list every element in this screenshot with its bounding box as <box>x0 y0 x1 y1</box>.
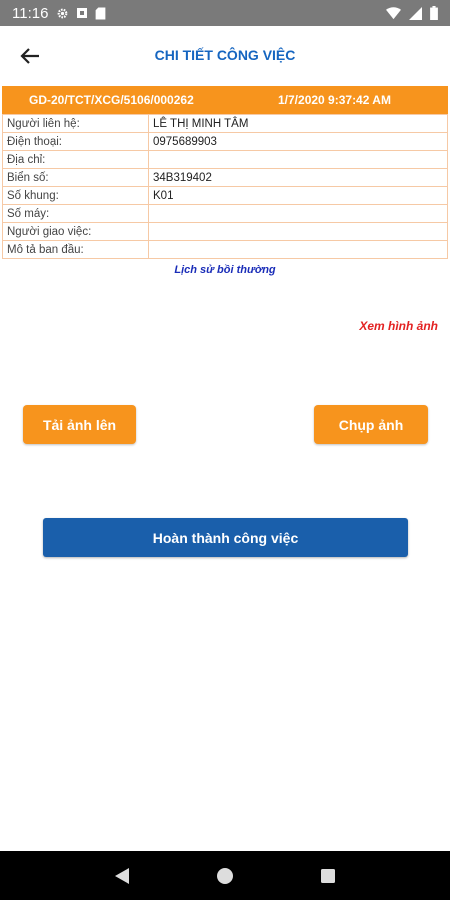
field-label: Mô tả ban đầu: <box>3 241 149 259</box>
job-datetime: 1/7/2020 9:37:42 AM <box>278 93 391 107</box>
field-value <box>149 151 448 169</box>
field-label: Người liên hệ: <box>3 115 149 133</box>
sim-card-icon <box>95 7 106 20</box>
upload-image-button[interactable]: Tải ảnh lên <box>23 405 136 444</box>
table-row <box>3 169 448 187</box>
job-header <box>2 86 448 114</box>
field-label: Điện thoại: <box>3 133 149 151</box>
field-value: K01 <box>149 187 448 205</box>
claim-history-link[interactable]: Lịch sử bồi thường <box>174 264 276 276</box>
table-row <box>3 151 448 169</box>
field-label: Người giao việc: <box>3 223 149 241</box>
nav-recents-button[interactable] <box>308 856 348 896</box>
table-row <box>3 115 448 133</box>
complete-job-button[interactable]: Hoàn thành công việc <box>43 518 408 557</box>
status-bar <box>0 0 450 26</box>
field-label: Địa chỉ: <box>3 151 149 169</box>
field-value: 34B319402 <box>149 169 448 187</box>
gear-icon <box>56 7 69 20</box>
job-details-table <box>2 114 448 259</box>
view-images-link[interactable]: Xem hình ảnh <box>359 319 438 333</box>
take-photo-button[interactable]: Chụp ảnh <box>314 405 428 444</box>
wifi-icon <box>386 7 401 20</box>
job-code: GD-20/TCT/XCG/5106/000262 <box>29 93 194 107</box>
battery-icon <box>430 6 438 20</box>
back-triangle-icon <box>114 867 130 885</box>
shield-icon <box>76 7 88 19</box>
field-value: LÊ THỊ MINH TÂM <box>149 115 448 133</box>
page-title: CHI TIẾT CÔNG VIỆC <box>154 47 296 63</box>
field-label: Số máy: <box>3 205 149 223</box>
field-value <box>149 205 448 223</box>
field-value <box>149 223 448 241</box>
recents-square-icon <box>320 868 336 884</box>
field-label: Số khung: <box>3 187 149 205</box>
table-row <box>3 205 448 223</box>
app-bar <box>0 26 450 84</box>
system-nav-bar <box>0 851 450 900</box>
field-value: 0975689903 <box>149 133 448 151</box>
status-time: 11:16 <box>12 4 49 22</box>
arrow-left-icon <box>20 47 40 65</box>
table-row <box>3 223 448 241</box>
table-row <box>3 133 448 151</box>
table-row <box>3 241 448 259</box>
field-label: Biển số: <box>3 169 149 187</box>
table-row <box>3 187 448 205</box>
nav-home-button[interactable] <box>205 856 245 896</box>
signal-icon <box>409 7 422 20</box>
home-circle-icon <box>216 867 234 885</box>
back-button[interactable] <box>16 42 44 70</box>
nav-back-button[interactable] <box>102 856 142 896</box>
field-value <box>149 241 448 259</box>
